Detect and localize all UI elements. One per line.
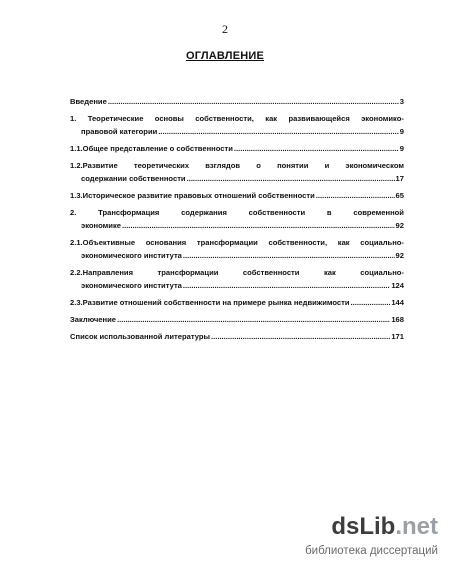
- toc-line-text: [70, 112, 404, 125]
- toc-word: современной: [353, 208, 404, 217]
- toc-line: [70, 189, 404, 202]
- toc-line: [70, 142, 404, 155]
- toc-word: собственности,: [195, 114, 254, 123]
- toc-title: 1.3.Историческое развитие правовых отношений собственности: [70, 191, 315, 200]
- toc-word: экономическом: [345, 161, 404, 170]
- toc-word: развивающейся: [288, 114, 350, 123]
- toc-page-number: 92: [395, 251, 404, 260]
- toc-line: [70, 219, 404, 232]
- toc-page-number: 17: [395, 174, 404, 183]
- toc-title: Введение: [70, 97, 107, 106]
- toc-word: трансформации: [157, 268, 219, 277]
- toc-word: и: [324, 161, 330, 170]
- toc-word: о: [256, 161, 261, 170]
- toc-page-number: 124: [391, 281, 404, 290]
- toc-line: [70, 279, 404, 292]
- toc-word: собственности,: [268, 238, 328, 247]
- toc-word: основания: [145, 238, 187, 247]
- toc-title: экономического института: [81, 251, 182, 260]
- toc-word: Теоретические: [87, 114, 144, 123]
- toc-page-number: 92: [395, 221, 404, 230]
- toc-word: как: [337, 238, 350, 247]
- toc-line: [70, 95, 404, 108]
- toc-line: [70, 236, 404, 249]
- toc-title: экономике: [81, 221, 121, 230]
- toc-title: Список использованной литературы: [70, 332, 210, 341]
- toc-word: трансформации: [196, 238, 258, 247]
- watermark-logo-tld: .net: [395, 513, 438, 540]
- toc-leader: [117, 313, 390, 326]
- toc-entry: [70, 330, 404, 343]
- toc-word: 2.: [70, 208, 77, 217]
- toc-heading: ОГЛАВЛЕНИЕ: [185, 50, 265, 62]
- page-number: 2: [222, 22, 228, 36]
- toc-line: [70, 296, 404, 309]
- toc-title: 2.3.Развитие отношений собственности на примере рынка недвижимости: [70, 298, 350, 307]
- toc-word: теоретических: [133, 161, 190, 170]
- toc-page-number: 3: [399, 97, 404, 106]
- toc-leader: [108, 95, 399, 108]
- toc-entry: [70, 266, 404, 292]
- toc-line: [70, 313, 404, 326]
- toc-word: 1.2.Развитие: [70, 161, 118, 170]
- watermark-subtitle: библиотека диссертаций: [305, 545, 438, 557]
- toc-line-text: [70, 266, 404, 279]
- toc-word: основы: [154, 114, 184, 123]
- toc-entry: [70, 296, 404, 309]
- toc-word: взглядов: [205, 161, 241, 170]
- toc-line: [70, 206, 404, 219]
- toc-title: содержании собственности: [81, 174, 186, 183]
- toc-line: [70, 125, 404, 138]
- toc-word: содержания: [181, 208, 227, 217]
- toc-leader: [183, 279, 390, 292]
- toc-leader: [211, 330, 390, 343]
- watermark-logo-main: dsLib: [331, 513, 396, 540]
- toc-word: понятии: [277, 161, 309, 170]
- toc-line: [70, 330, 404, 343]
- toc-word: 1.: [70, 114, 77, 123]
- toc-page-number: 144: [391, 298, 404, 307]
- toc-page-number: 9: [399, 144, 404, 153]
- toc-leader: [234, 142, 399, 155]
- toc-entry: [70, 142, 404, 155]
- toc-line-text: [70, 159, 404, 172]
- toc-line: [70, 266, 404, 279]
- toc-line-text: [70, 236, 404, 249]
- watermark: [238, 513, 438, 569]
- toc-leader: [187, 172, 395, 185]
- toc-entry: [70, 159, 404, 185]
- toc-page-number: 65: [395, 191, 404, 200]
- toc-page-number: 9: [399, 127, 404, 136]
- toc-word: 2.1.Объективные: [70, 238, 136, 247]
- toc-line: [70, 112, 404, 125]
- toc-line: [70, 172, 404, 185]
- toc-line: [70, 159, 404, 172]
- toc-title: Заключение: [70, 315, 117, 324]
- toc-leader: [158, 125, 398, 138]
- toc-word: социально-: [360, 268, 404, 277]
- watermark-logo: [331, 513, 438, 541]
- toc-word: как: [265, 114, 278, 123]
- toc-title: правовой категории: [81, 127, 158, 136]
- toc-page-number: 171: [391, 332, 404, 341]
- toc-entry: [70, 95, 404, 108]
- toc-word: собственности: [248, 208, 306, 217]
- toc-title: экономического института: [81, 281, 182, 290]
- toc-page-number: 168: [391, 315, 404, 324]
- toc-line: [70, 249, 404, 262]
- toc-leader: [122, 219, 395, 232]
- toc-entry: [70, 313, 404, 326]
- toc-leader: [316, 189, 395, 202]
- toc-word: собственности: [242, 268, 300, 277]
- toc-word: в: [326, 208, 332, 217]
- toc-leader: [351, 296, 391, 309]
- toc-entry: [70, 206, 404, 232]
- toc-entry: [70, 236, 404, 262]
- toc-word: экономико-: [361, 114, 404, 123]
- toc-leader: [183, 249, 395, 262]
- toc-title: 1.1.Общее представление о собственности: [70, 144, 233, 153]
- toc-word: как: [323, 268, 336, 277]
- table-of-contents: [70, 95, 404, 347]
- toc-word: 2.2.Направления: [70, 268, 134, 277]
- toc-word: социально-: [360, 238, 404, 247]
- toc-entry: [70, 189, 404, 202]
- toc-entry: [70, 112, 404, 138]
- toc-line-text: [70, 206, 404, 219]
- toc-word: Трансформация: [98, 208, 160, 217]
